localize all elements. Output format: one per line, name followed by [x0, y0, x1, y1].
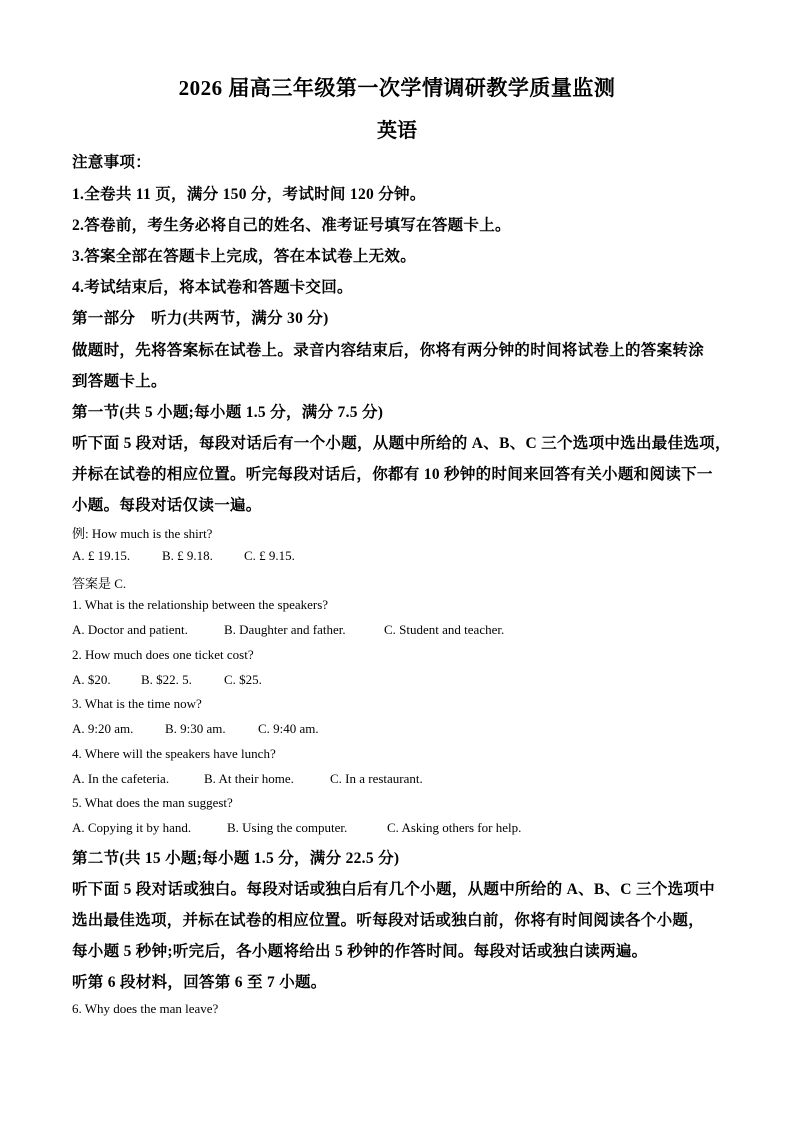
question-3: 3. What is the time now?: [72, 696, 202, 711]
option-c: C. Student and teacher.: [384, 622, 505, 637]
example-answer: 答案是 C.: [72, 576, 127, 591]
option-b: B. Using the computer.: [227, 820, 348, 835]
example-question: 例: How much is the shirt?: [72, 526, 213, 541]
note-item-4: 4.考试结束后，将本试卷和答题卡交回。: [72, 279, 353, 296]
option-a: A. $20.: [72, 672, 111, 687]
option-b: B. £ 9.18.: [162, 548, 213, 563]
option-c: C. £ 9.15.: [244, 548, 295, 563]
example-options: [72, 548, 295, 564]
option-b: B. At their home.: [204, 771, 294, 786]
question-1-options: [72, 622, 504, 638]
section2-heading: 第二节(共 15 小题;每小题 1.5 分，满分 22.5 分): [72, 850, 400, 867]
material-6-instruction: 听第 6 段材料，回答第 6 至 7 小题。: [72, 974, 327, 991]
note-item-1: 1.全卷共 11 页，满分 150 分，考试时间 120 分钟。: [72, 186, 426, 203]
question-4-options: [72, 771, 423, 787]
section1-heading: 第一节(共 5 小题;每小题 1.5 分，满分 7.5 分): [72, 404, 384, 421]
section1-instruction-line2: 并标在试卷的相应位置。听完每段对话后，你都有 10 秒钟的时间来回答有关小题和阅读下一: [72, 466, 713, 483]
question-5-options: [72, 820, 521, 836]
question-1: 1. What is the relationship between the speakers?: [72, 597, 329, 612]
option-c: C. $25.: [224, 672, 262, 687]
note-item-2: 2.答卷前，考生务必将自己的姓名、准考证号填写在答题卡上。: [72, 217, 511, 234]
part1-instruction-line1: 做题时，先将答案标在试卷上。录音内容结束后，你将有两分钟的时间将试卷上的答案转涂: [72, 342, 705, 359]
part1-instruction-line2: 到答题卡上。: [72, 373, 167, 390]
option-b: B. Daughter and father.: [224, 622, 346, 637]
option-b: B. 9:30 am.: [165, 721, 226, 736]
question-4: 4. Where will the speakers have lunch?: [72, 746, 276, 761]
section2-instruction-line2: 选出最佳选项，并标在试卷的相应位置。听每段对话或独白前，你将有时间阅读各个小题，: [72, 912, 705, 929]
question-6: 6. Why does the man leave?: [72, 1001, 219, 1016]
note-item-3: 3.答案全部在答题卡上完成，答在本试卷上无效。: [72, 248, 417, 265]
option-a: A. In the cafeteria.: [72, 771, 170, 786]
option-c: C. In a restaurant.: [330, 771, 423, 786]
question-3-options: [72, 721, 319, 737]
part1-heading: 第一部分 听力(共两节，满分 30 分): [72, 310, 329, 327]
option-c: C. Asking others for help.: [387, 820, 522, 835]
option-c: C. 9:40 am.: [258, 721, 319, 736]
section1-instruction-line1: 听下面 5 段对话，每段对话后有一个小题，从题中所给的 A、B、C 三个选项中选出最佳选项，: [72, 435, 731, 452]
notes-heading: 注意事项：: [72, 154, 152, 171]
section2-instruction-line3: 每小题 5 秒钟;听完后，各小题将给出 5 秒钟的作答时间。每段对话或独白读两遍。: [72, 943, 648, 960]
option-a: A. 9:20 am.: [72, 721, 134, 736]
option-a: A. £ 19.15.: [72, 548, 131, 563]
option-b: B. $22. 5.: [141, 672, 192, 687]
section1-instruction-line3: 小题。每段对话仅读一遍。: [72, 497, 262, 514]
exam-subject: 英语: [377, 120, 417, 142]
question-2: 2. How much does one ticket cost?: [72, 647, 254, 662]
question-5: 5. What does the man suggest?: [72, 795, 233, 810]
question-2-options: [72, 672, 262, 688]
exam-title: 2026 届高三年级第一次学情调研教学质量监测: [178, 76, 616, 100]
option-a: A. Doctor and patient.: [72, 622, 188, 637]
option-a: A. Copying it by hand.: [72, 820, 192, 835]
section2-instruction-line1: 听下面 5 段对话或独白。每段对话或独白后有几个小题，从题中所给的 A、B、C 三个选项中: [72, 881, 715, 898]
